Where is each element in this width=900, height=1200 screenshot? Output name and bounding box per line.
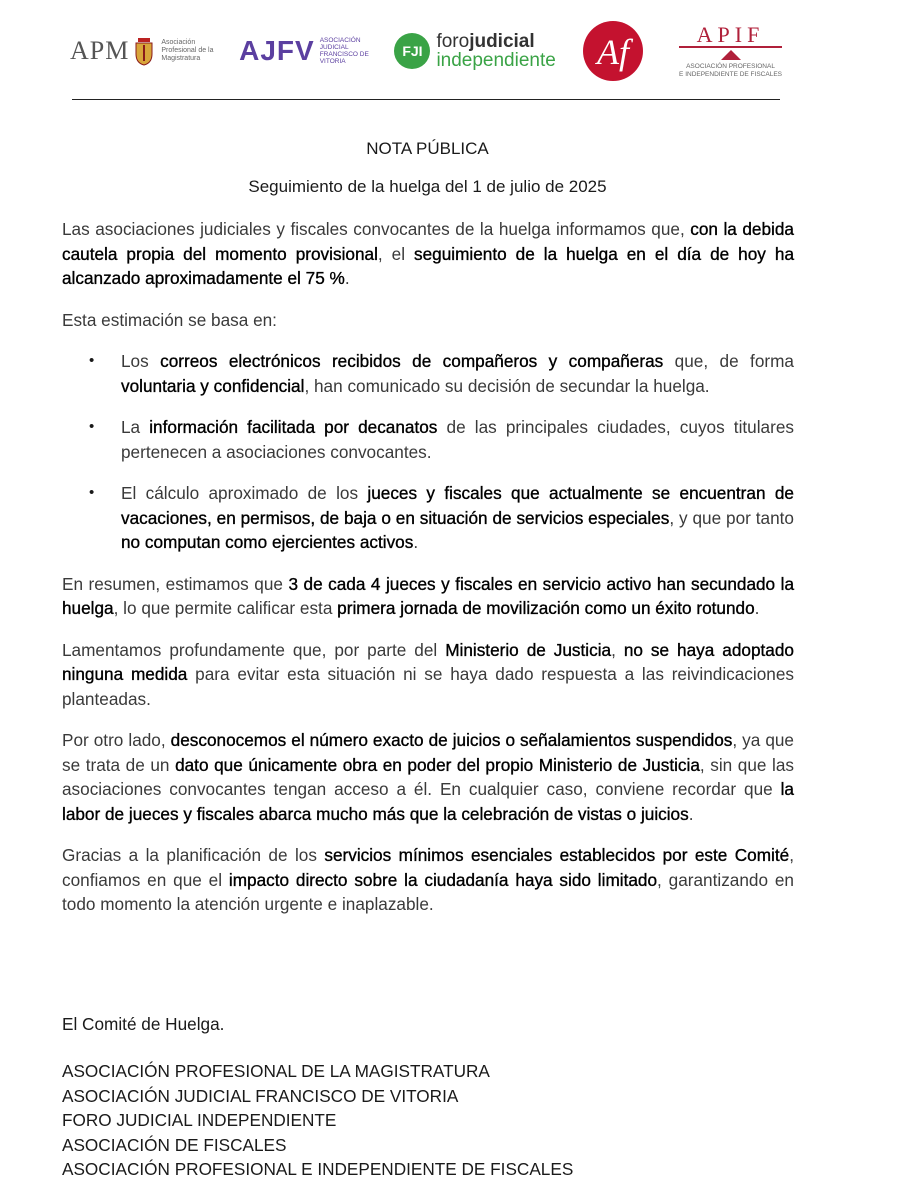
- list-item: • El cálculo aproximado de los jueces y fiscales que actualmente se encuentran de vacaciones, en permisos, de baja o en situación de servicios especiales, y que por tanto no computan como ejercientes activos.: [62, 481, 794, 555]
- fji-word-judicial: judicial: [469, 31, 535, 52]
- apm-wordmark: APM: [70, 36, 130, 65]
- af-icon: [581, 19, 645, 83]
- signer-item: ASOCIACIÓN PROFESIONAL E INDEPENDIENTE DE FISCALES: [62, 1159, 574, 1179]
- header-divider: [72, 99, 780, 100]
- apif-caption: ASOCIACIÓN PROFESIONAL E INDEPENDIENTE DE FISCALES: [679, 62, 782, 78]
- paragraph-summary: En resumen, estimamos que 3 de cada 4 jueces y fiscales en servicio activo han secundado la huelga, lo que permite calificar esta primera jornada de movilización como un éxito rotundo.: [62, 573, 794, 618]
- apm-caption: Asociación Profesional de la Magistratura: [161, 39, 214, 62]
- apif-wordmark: APIF: [679, 24, 782, 48]
- ajfv-caption: ASOCIACIÓN JUDICIAL FRANCISCO DE VITORIA: [319, 37, 369, 65]
- page-subtitle: Seguimiento de la huelga del 1 de julio de 2025: [248, 177, 607, 196]
- paragraph-basis: Esta estimación se basa en:: [62, 309, 277, 330]
- signer-item: ASOCIACIÓN PROFESIONAL DE LA MAGISTRATURA: [62, 1061, 490, 1081]
- fji-word-foro: foro: [436, 31, 470, 52]
- paragraph-services: Gracias a la planificación de los servicios mínimos esenciales establecidos por este Comité, confiamos en que el impacto directo sobre la ciudadanía haya sido limitado, garantizando en todo momento la atención urgente e inaplazable.: [62, 845, 794, 914]
- paragraph-intro: Las asociaciones judiciales y fiscales convocantes de la huelga informamos que, con la debida cautela propia del momento provisional, el seguimiento de la huelga en el día de hoy ha alcanzado aproximadamente el 75 %.: [62, 219, 794, 288]
- apm-logo: [70, 36, 214, 66]
- paragraph-ministry: Lamentamos profundamente que, por parte del Ministerio de Justicia, no se haya adoptado ninguna medida para evitar esta situación ni se haya dado respuesta a las reivindicaciones planteadas.: [62, 639, 794, 709]
- list-item: • Los correos electrónicos recibidos de compañeros y compañeras que, de forma voluntaria y confidencial, han comunicado su decisión de secundar la huelga.: [62, 349, 794, 398]
- signer-item: FORO JUDICIAL INDEPENDIENTE: [62, 1110, 337, 1130]
- crest-icon: [133, 36, 155, 66]
- ajfv-wordmark: AJFV: [239, 35, 315, 66]
- signers-list: [62, 1059, 573, 1182]
- fji-logo: [394, 32, 555, 70]
- ajfv-logo: [239, 35, 369, 67]
- list-item: • La información facilitada por decanatos de las principales ciudades, cuyos titulares pertenecen a asociaciones convocantes.: [62, 415, 794, 464]
- basis-list: [62, 349, 794, 555]
- paragraph-suspended: Por otro lado, desconocemos el número exacto de juicios o señalamientos suspendidos, ya que se trata de un dato que únicamente obra en poder del propio Ministerio de Justicia, sin que las asociaciones convocantes tengan acceso a él. En cualquier caso, conviene recordar que la labor de jueces y fiscales abarca mucho más que la celebración de vistas o juicios.: [62, 730, 794, 824]
- af-logo: [581, 19, 645, 83]
- page-title: NOTA PÚBLICA: [366, 139, 489, 158]
- document-body: [62, 217, 794, 934]
- af-wordmark: Af: [597, 32, 630, 72]
- logo-strip: [70, 14, 782, 88]
- fji-badge: FJI: [394, 33, 430, 69]
- signer-item: ASOCIACIÓN DE FISCALES: [62, 1134, 287, 1155]
- closing-line: El Comité de Huelga.: [62, 1014, 225, 1034]
- signer-item: ASOCIACIÓN JUDICIAL FRANCISCO DE VITORIA: [62, 1085, 459, 1106]
- fji-word-independiente: independiente: [436, 50, 556, 71]
- apif-logo: [679, 21, 782, 79]
- apif-triangle-icon: [721, 50, 741, 60]
